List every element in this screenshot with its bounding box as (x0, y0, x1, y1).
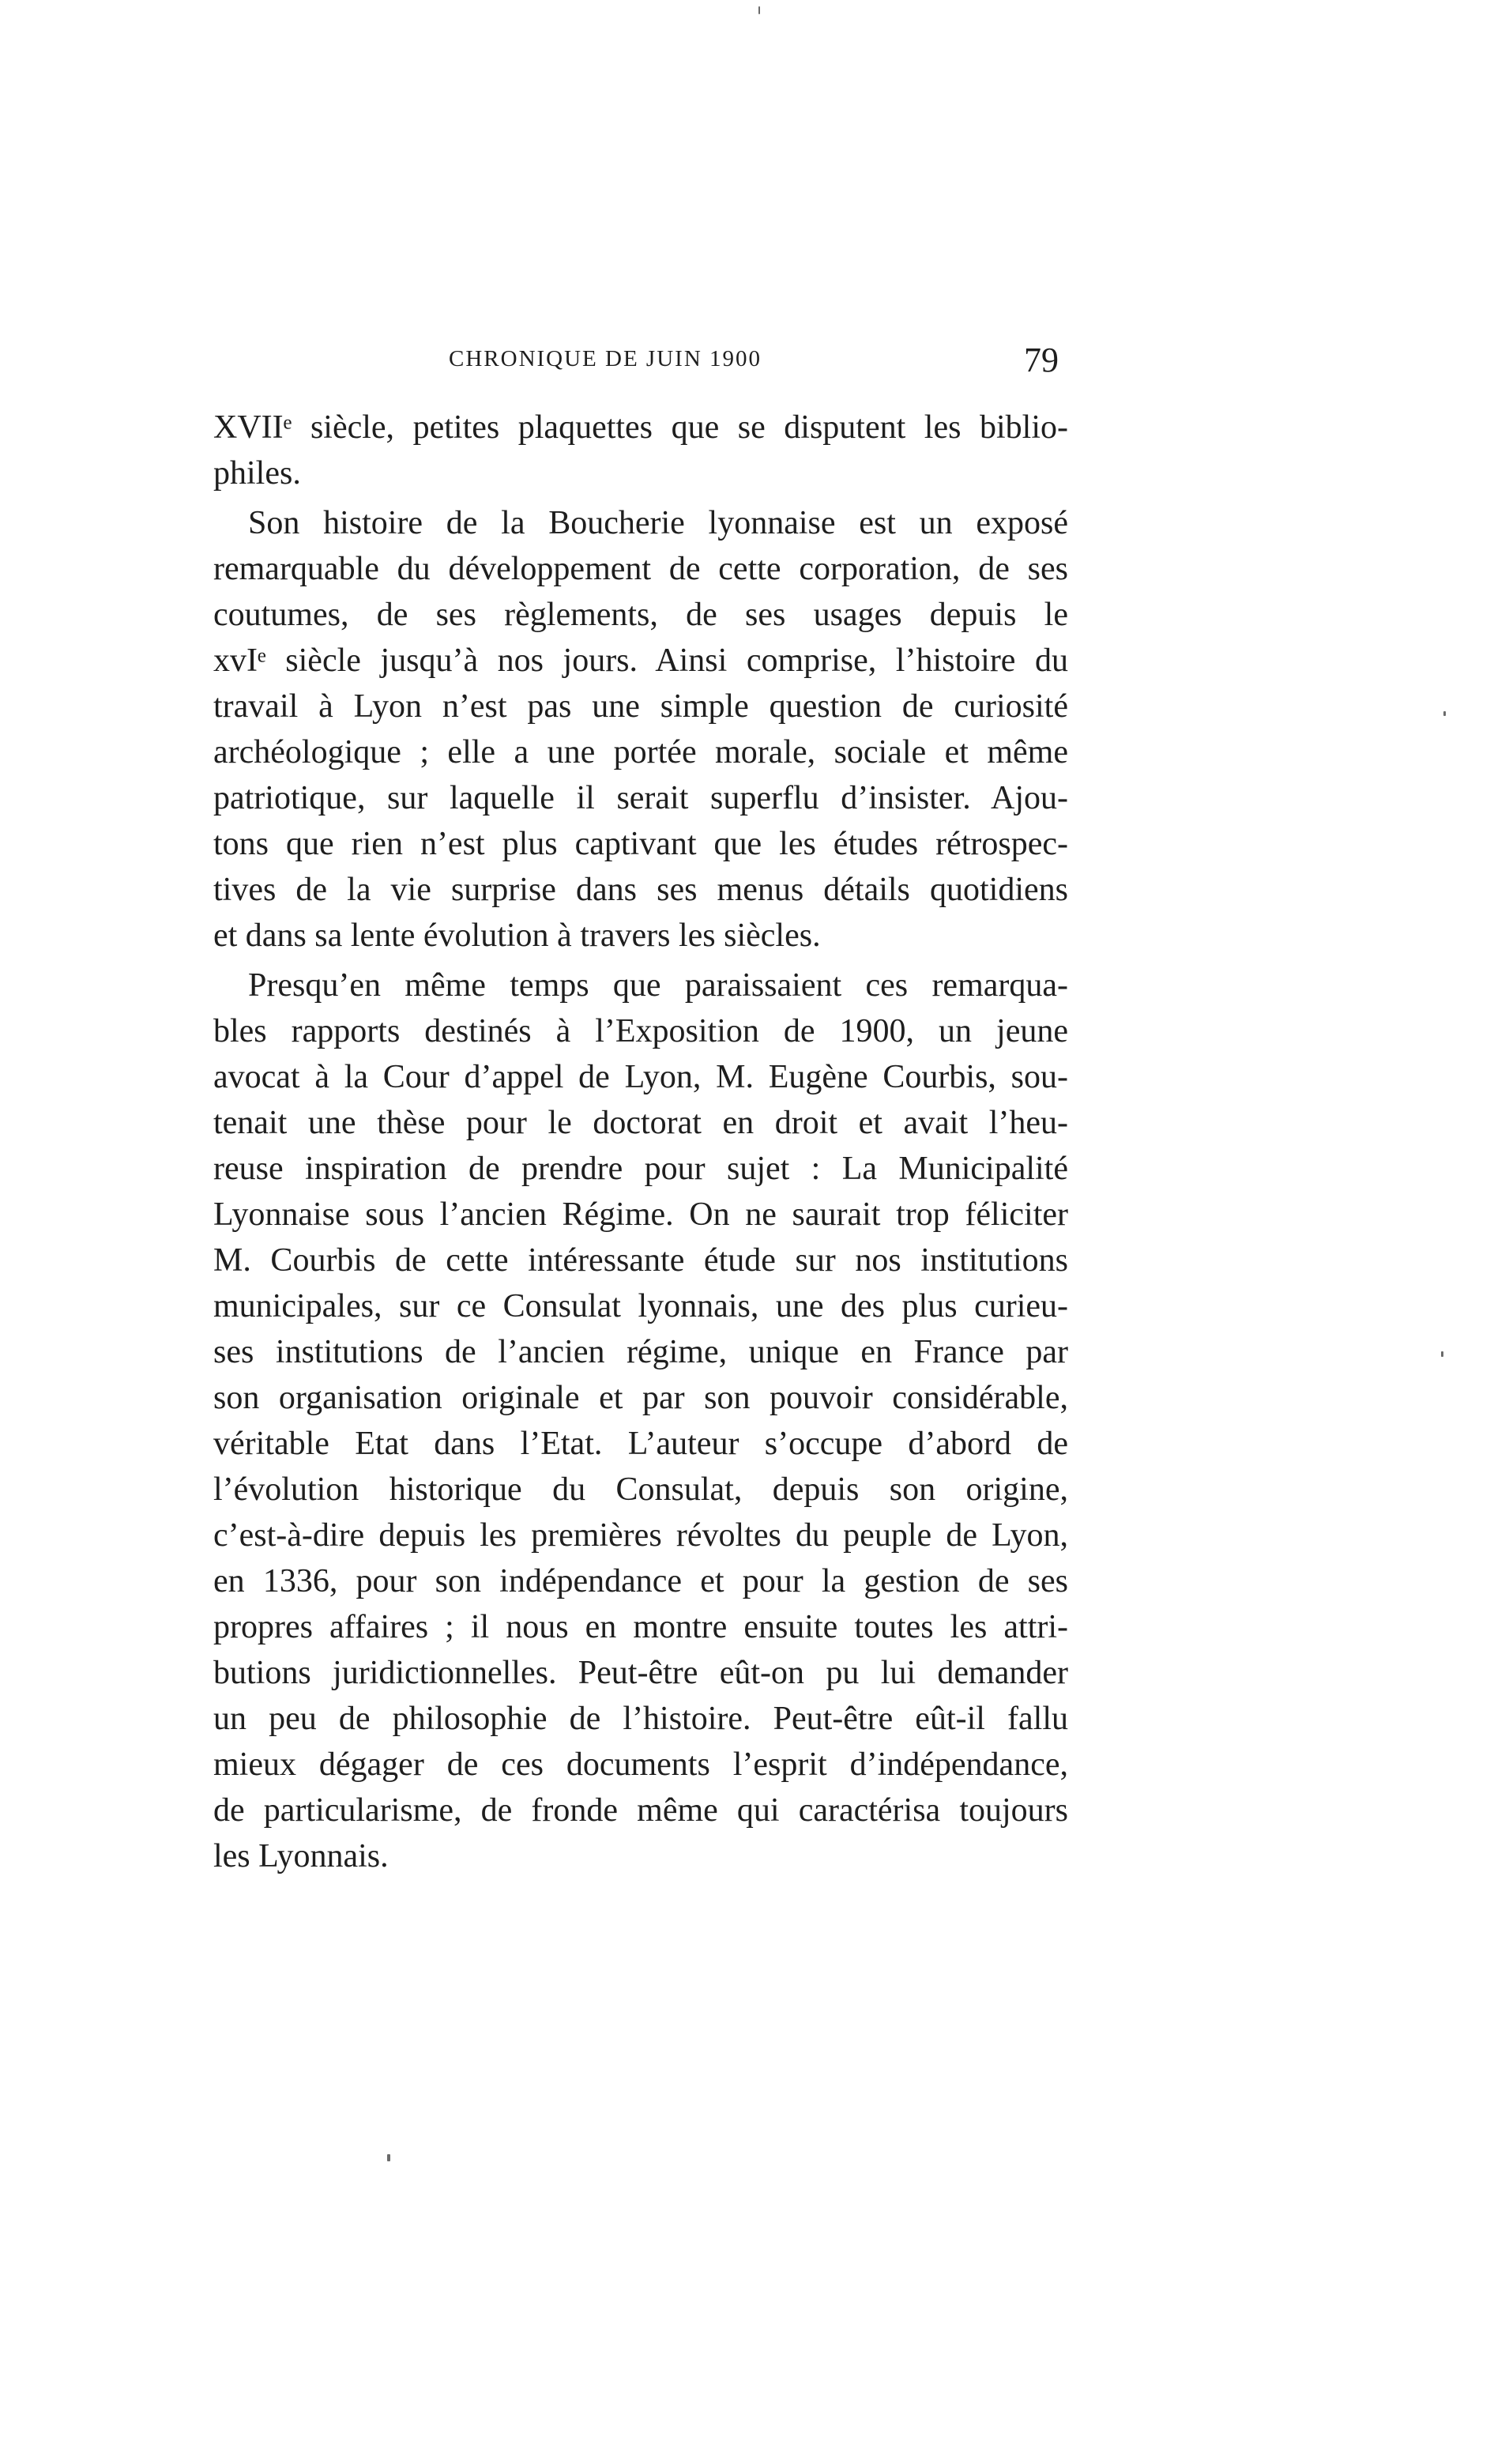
text-line: véritable Etat dans l’Etat. L’auteur s’occupe d’abord de (213, 1426, 1068, 1462)
text-line: butions juridictionnelles. Peut-être eût-on pu lui demander (213, 1655, 1068, 1691)
text-line: patriotique, sur laquelle il serait superflu d’insister. Ajou- (213, 780, 1068, 816)
text-line: c’est-à-dire depuis les premières révoltes du peuple de Lyon, (213, 1517, 1068, 1554)
text-line: remarquable du développement de cette corporation, de ses (213, 551, 1068, 587)
text-line: Presqu’en même temps que paraissaient ces remarqua- (248, 967, 1068, 1004)
text-line: et dans sa lente évolution à travers les siècles. (213, 917, 821, 954)
scan-speck (758, 6, 760, 14)
text-line: Lyonnaise sous l’ancien Régime. On ne saurait trop féliciter (213, 1196, 1068, 1233)
text-line: municipales, sur ce Consulat lyonnais, une des plus curieu- (213, 1288, 1068, 1324)
text-line: tives de la vie surprise dans ses menus détails quotidiens (213, 872, 1068, 908)
text-line: XVIIᵉ siècle, petites plaquettes que se disputent les biblio- (213, 409, 1068, 446)
text-line: de particularisme, de fronde même qui caractérisa toujours (213, 1792, 1068, 1829)
text-line: Son histoire de la Boucherie lyonnaise est un exposé (248, 505, 1068, 541)
text-line: M. Courbis de cette intéressante étude sur nos institutions (213, 1242, 1068, 1279)
text-line: travail à Lyon n’est pas une simple question de curiosité (213, 688, 1068, 725)
text-line: bles rapports destinés à l’Exposition de 1900, un jeune (213, 1013, 1068, 1049)
text-line: propres affaires ; il nous en montre ensuite toutes les attri- (213, 1609, 1068, 1645)
text-line: les Lyonnais. (213, 1838, 389, 1874)
text-line: reuse inspiration de prendre pour sujet : La Municipalité (213, 1151, 1068, 1187)
text-line: son organisation originale et par son pouvoir considérable, (213, 1380, 1068, 1416)
text-line: avocat à la Cour d’appel de Lyon, M. Eugène Courbis, sou- (213, 1059, 1068, 1095)
body-text (213, 405, 1068, 1879)
scan-speck (1441, 1351, 1443, 1357)
text-line: ses institutions de l’ancien régime, unique en France par (213, 1334, 1068, 1370)
text-line: tenait une thèse pour le doctorat en droit et avait l’heu- (213, 1105, 1068, 1141)
text-line: tons que rien n’est plus captivant que les études rétrospec- (213, 826, 1068, 862)
text-line: philes. (213, 455, 301, 492)
scan-speck (387, 2154, 390, 2161)
text-line: un peu de philosophie de l’histoire. Peut-être eût-il fallu (213, 1701, 1068, 1737)
text-line: en 1336, pour son indépendance et pour la gestion de ses (213, 1563, 1068, 1599)
text-line: l’évolution historique du Consulat, depuis son origine, (213, 1471, 1068, 1508)
text-line: coutumes, de ses règlements, de ses usages depuis le (213, 597, 1068, 633)
running-head (213, 340, 1068, 387)
page-number: 79 (1024, 341, 1059, 379)
text-line: archéologique ; elle a une portée morale, sociale et même (213, 734, 1068, 770)
text-line: xvIᵉ siècle jusqu’à nos jours. Ainsi comprise, l’histoire du (213, 642, 1068, 679)
scan-speck (1443, 711, 1446, 716)
running-title: CHRONIQUE DE JUIN 1900 (449, 346, 762, 371)
text-line: mieux dégager de ces documents l’esprit d’indépendance, (213, 1746, 1068, 1783)
